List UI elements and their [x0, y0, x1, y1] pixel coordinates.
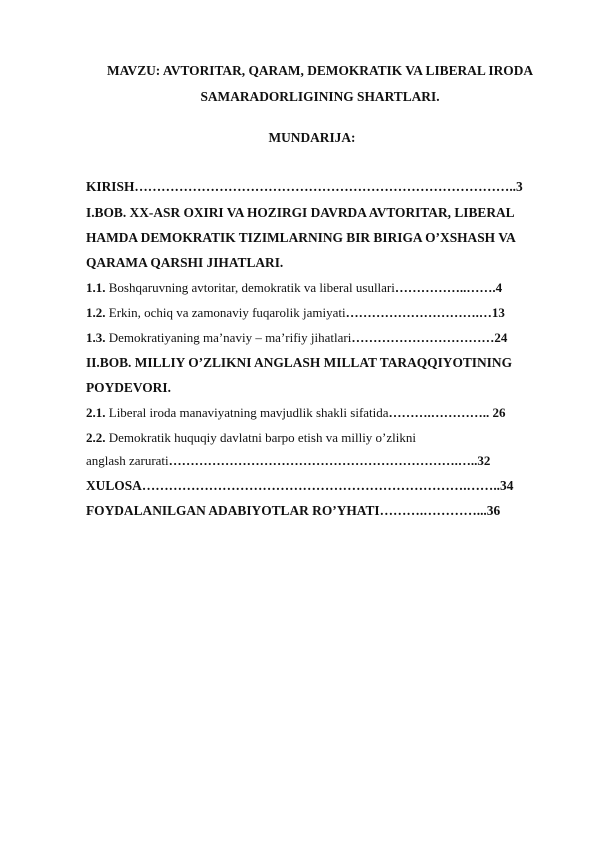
toc-entry-text: Demokratik huquqiy davlatni barpo etish va milliy o’zlikni	[108, 430, 416, 445]
document-title-line-2: SAMARADORLIGINING SHARTLARI.	[200, 89, 440, 104]
toc-page-number: 36	[486, 503, 501, 518]
toc-entry-text: I.BOB. XX-ASR OXIRI VA HOZIRGI DAVRDA AVTORITAR, LIBERAL	[86, 205, 515, 220]
toc-entry-1-3	[86, 329, 546, 347]
toc-entry-2-2	[86, 429, 546, 447]
document-title-line-1: MAVZU: AVTORITAR, QARAM, DEMOKRATIK VA LIBERAL IRODA	[106, 63, 534, 78]
toc-entry-1-2	[86, 304, 546, 322]
toc-entry-text: II.BOB. MILLIY O’ZLIKNI ANGLASH MILLAT TARAQQIYOTINING	[86, 355, 512, 370]
toc-entry-text: POYDEVORI.	[86, 380, 171, 395]
toc-entry-bibliography	[86, 502, 546, 520]
toc-leader-dots: ………………………………………………………….…..	[168, 453, 478, 468]
toc-page-number: 32	[477, 453, 491, 468]
toc-entry-kirish	[86, 178, 546, 196]
toc-entry-text: QARAMA QARSHI JIHATLARI.	[86, 255, 284, 270]
toc-entry-xulosa	[86, 477, 546, 495]
toc-entry-number: 1.1.	[86, 280, 106, 295]
toc-page-number: 26	[489, 405, 506, 420]
toc-leader-dots: ……….…………..	[388, 405, 490, 420]
toc-page-number: 3	[516, 179, 523, 194]
toc-entry-text: anglash zarurati	[86, 453, 169, 468]
toc-entry-number: 2.2.	[86, 430, 106, 445]
toc-chapter-2-heading-line-1	[86, 354, 546, 372]
toc-entry-number: 1.2.	[86, 305, 106, 320]
toc-leader-dots: ……………..…….	[394, 280, 496, 295]
toc-entry-text: KIRISH	[86, 179, 135, 194]
toc-page-number: 4	[495, 280, 503, 295]
toc-leader-dots: ………………………….…	[345, 305, 492, 320]
toc-entry-number: 2.1.	[86, 405, 106, 420]
toc-entry-text: XULOSA	[86, 478, 142, 493]
toc-entry-text: HAMDA DEMOKRATIK TIZIMLARNING BIR BIRIGA O’XSHASH VA	[86, 230, 516, 245]
toc-leader-dots: ……………………………………………………………….……..	[141, 478, 501, 493]
toc-chapter-1-heading-line-1	[86, 204, 546, 222]
contents-heading: MUNDARIJA:	[268, 130, 356, 145]
toc-entry-2-2-continued	[86, 452, 546, 470]
toc-chapter-1-heading-line-2	[86, 229, 546, 247]
toc-entry-2-1	[86, 404, 546, 422]
toc-entry-text: Erkin, ochiq va zamonaviy fuqarolik jamiyati	[108, 305, 346, 320]
toc-entry-number: 1.3.	[86, 330, 106, 345]
toc-page-number: 24	[494, 330, 508, 345]
toc-entry-1-1	[86, 279, 546, 297]
toc-page-number: 13	[491, 305, 505, 320]
toc-entry-text: FOYDALANILGAN ADABIYOTLAR RO’YHATI	[86, 503, 380, 518]
toc-entry-text: Demokratiyaning ma’naviy – ma’rifiy jihatlari	[108, 330, 352, 345]
toc-page-number: 34	[500, 478, 514, 493]
toc-leader-dots: ……….…………...	[379, 503, 487, 518]
toc-chapter-1-heading-line-3	[86, 254, 546, 272]
toc-entry-text: Boshqaruvning avtoritar, demokratik va liberal usullari	[108, 280, 395, 295]
toc-leader-dots: ……………………………	[351, 330, 495, 345]
toc-entry-text: Liberal iroda manaviyatning mavjudlik shakli sifatida	[108, 405, 389, 420]
toc-chapter-2-heading-line-2	[86, 379, 546, 397]
toc-leader-dots: …………………………………………………………………………..	[134, 179, 517, 194]
